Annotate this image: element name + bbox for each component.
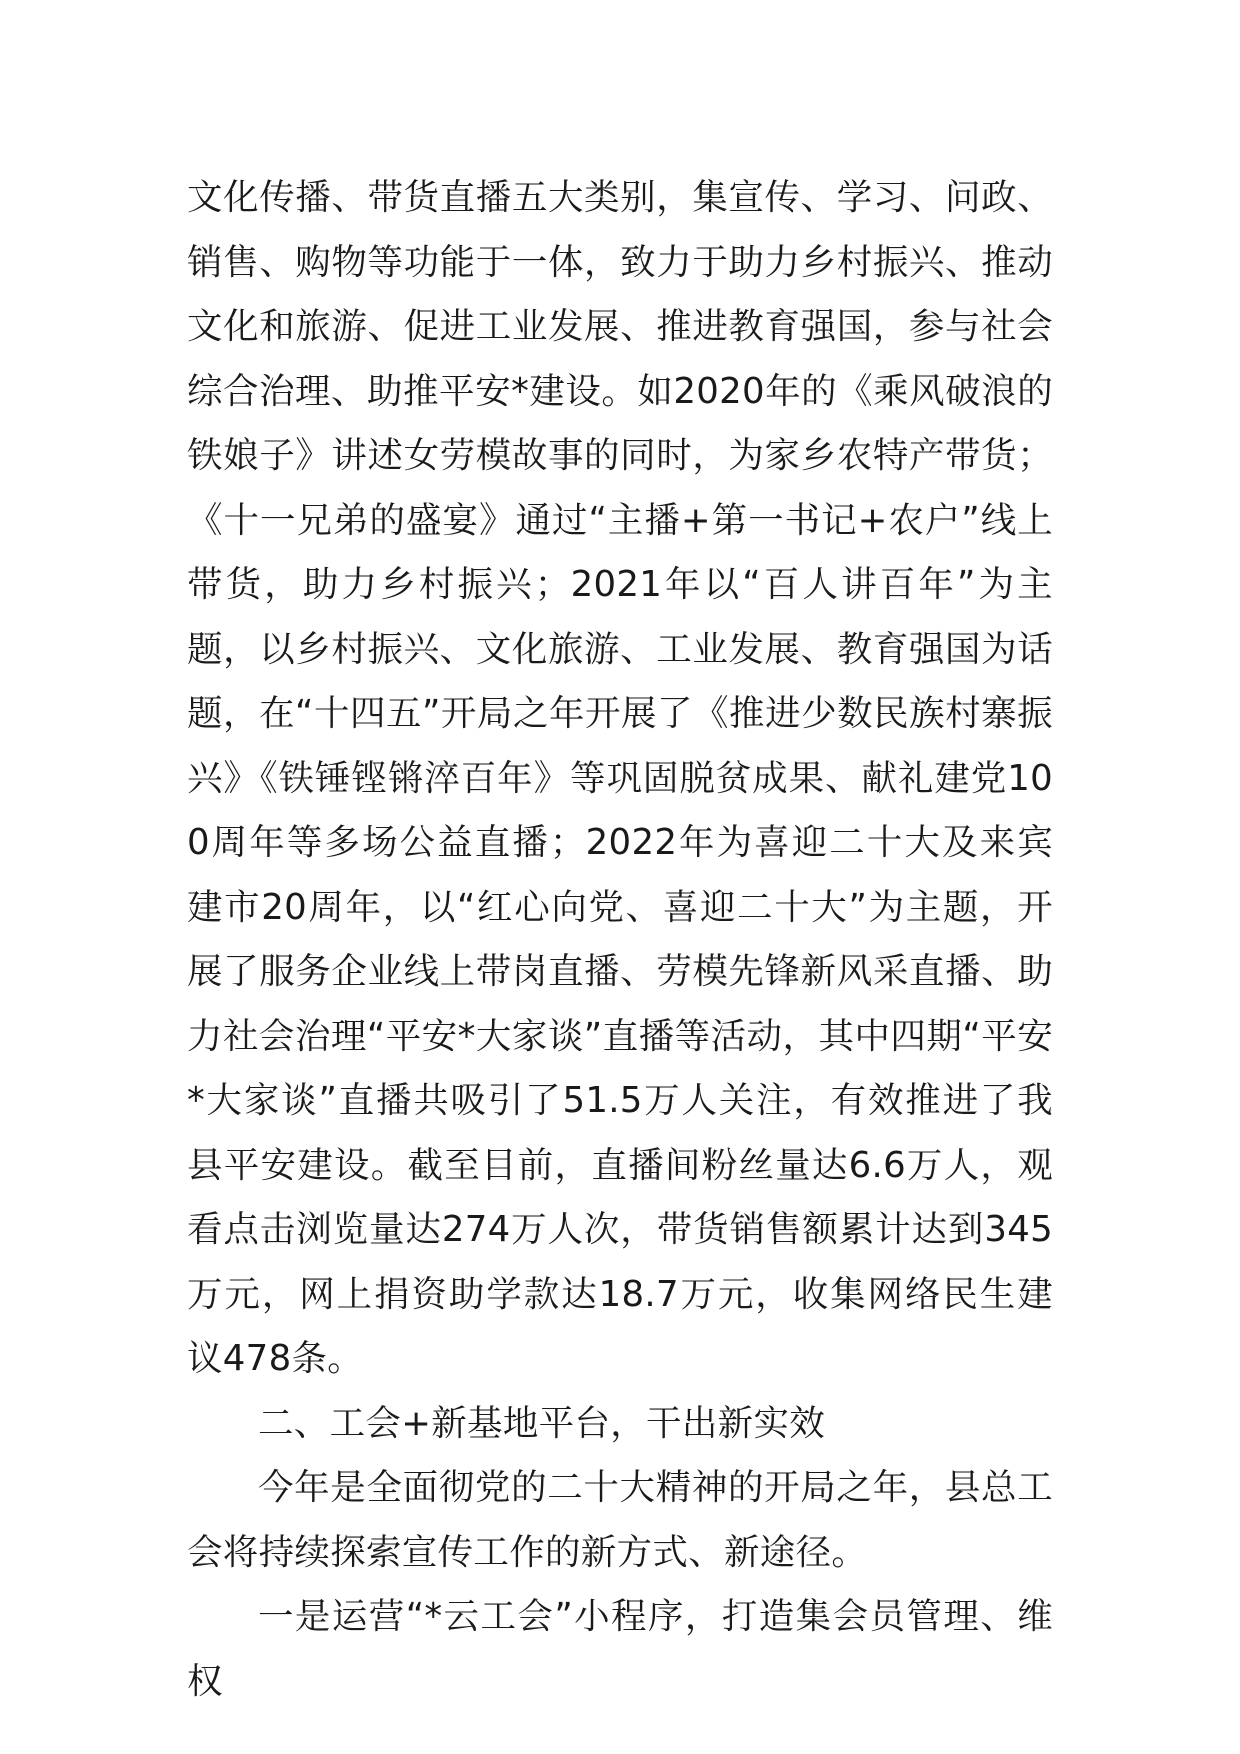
section-heading: 二、工会+新基地平台，干出新实效 <box>258 1402 826 1444</box>
body-paragraph-continued: 文化传播、带货直播五大类别，集宣传、学习、问政、销售、购物等功能于一体，致力于助力乡村振兴、推动文化和旅游、促进工业发展、推进教育强国，参与社会综合治理、助推平安*建设。如2020年的《乘风破浪的铁娘子》讲述女劳模故事的同时，为家乡农特产带货；《十一兄弟的盛宴》通过“主播+第一书记+农户”线上带货，助力乡村振兴；2021年以“百人讲百年”为主题，以乡村振兴、文化旅游、工业发展、教育强国为话题，在“十四五”开局之年开展了《推进少数民族村寨振兴》《铁锤铿锵淬百年》等巩固脱贫成果、献礼建党100周年等多场公益直播；2022年为喜迎二十大及来宾建市20周年，以“红心向党、喜迎二十大”为主题，开展了服务企业线上带岗直播、劳模先锋新风采直播、助力社会治理“平安*大家谈”直播等活动，其中四期“平安*大家谈”直播共吸引了51.5万人关注，有效推进了我县平安建设。截至目前，直播间粉丝量达6.6万人，观看点击浏览量达274万人次，带货销售额累计达到345万元，网上捐资助学款达18.7万元，收集网络民生建议478条。 <box>187 177 1053 1379</box>
body-paragraph: 今年是全面彻党的二十大精神的开局之年，县总工会将持续探索宣传工作的新方式、新途径。 <box>187 1467 1053 1573</box>
document-body <box>187 166 1053 1714</box>
body-paragraph: 一是运营“*云工会”小程序，打造集会员管理、维权 <box>187 1596 1053 1702</box>
